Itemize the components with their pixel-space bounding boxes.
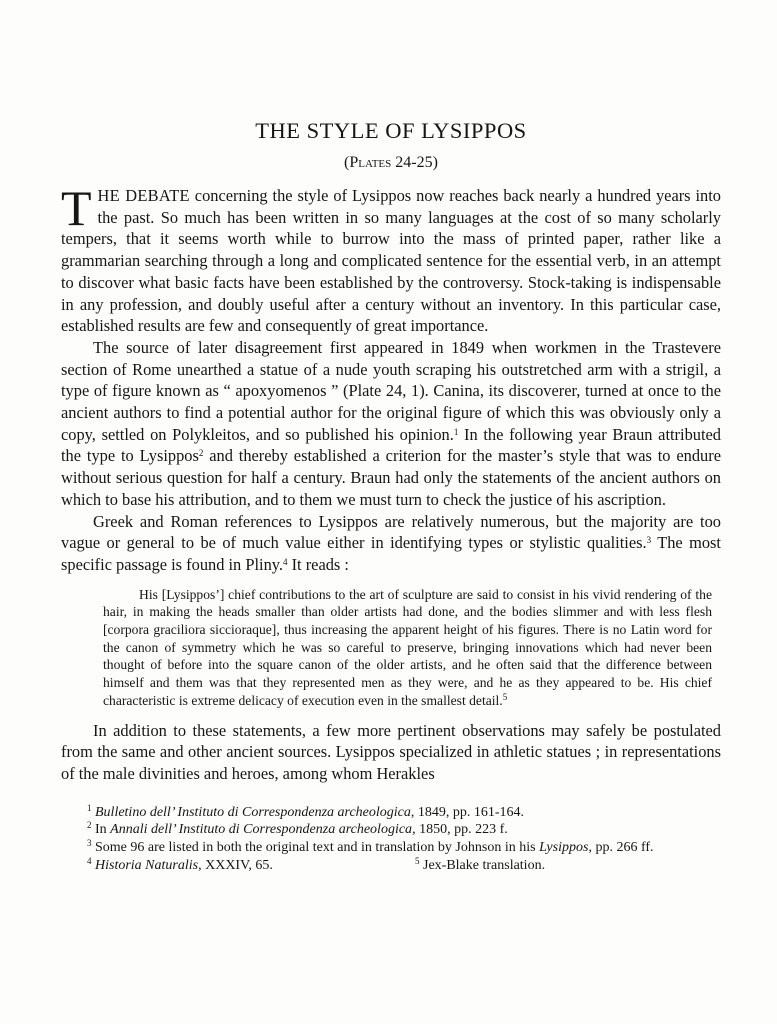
paragraph-2 xyxy=(61,337,721,511)
footnote-2-number: 2 xyxy=(87,820,92,831)
footnote-5-number: 5 xyxy=(415,855,420,866)
paragraph-4: In addition to these statements, a few more pertinent observations may safely be postulated from the same and other ancient sources. Lysippos specialized in athletic statues ; in representations of the male divinities and heroes, among whom Herakles xyxy=(61,720,721,783)
footnote-1-text: , 1849, pp. 161-164. xyxy=(410,804,525,820)
footnote-1-title: Bulletino dell’ Instituto di Correspondenza archeologica xyxy=(95,804,411,820)
footnote-4-number: 4 xyxy=(87,855,92,866)
footnote-3-text: Some 96 are listed in both the original text and in translation by Johnson in his xyxy=(91,840,540,856)
footnote-4-title: Historia Naturalis xyxy=(95,857,199,873)
footnote-2-pre: In xyxy=(91,822,111,838)
quote-text: His [Lysippos’] chief contributions to the art of sculpture are said to consist in his vivid rendering of the hair, in making the heads smaller than older artists had done, and the bodies slimmer and with less flesh [corpora graciliora siccioraque], thus increasing the apparent height of his figures. There is no Latin word for the canon of symmetry which he was so careful to preserve, bringing innovations which had never been thought of before into the square canon of the older artists, and he often said that the difference between himself and them was that they represented men as they were, and he as they appeared to be. His chief characteristic is extreme delicacy of execution even in the smallest detail. xyxy=(103,586,712,708)
footnote-3-title: Lysippos xyxy=(539,840,589,856)
footnote-3-number: 3 xyxy=(87,838,92,849)
paragraph-1-text: concerning the style of Lysippos now reaches back nearly a hundred years into the past. So much has been written in so many languages at the cost of so many scholarly tempers, that it seems worth while to burrow into the mass of printed paper, rather like a grammarian searching through a long and complicated sentence for the essential verb, in an attempt to discover what basic facts have been established by the controversy. Stock-taking is indispensable in any profession, and doubly useful after a century without an inventory. In this particular case, established results are few and consequently of great importance. xyxy=(61,186,721,336)
footnote-1-number: 1 xyxy=(87,802,92,813)
footnote-4-text: , XXXIV, 65. xyxy=(198,857,273,873)
footnote-ref-2: 2 xyxy=(198,448,204,459)
footnote-2 xyxy=(61,821,721,839)
footnote-3-rest: , pp. 266 ff. xyxy=(588,840,654,856)
footnote-3 xyxy=(61,839,721,857)
paragraph-3-text-a: Greek and Roman references to Lysippos are relatively numerous, but the majority are too vague or general to be of much value either in identifying types or stylistic qualities. xyxy=(61,511,721,553)
footnote-ref-3: 3 xyxy=(646,535,652,546)
paragraph-1 xyxy=(61,180,721,337)
footnote-ref-1: 1 xyxy=(453,426,459,437)
footnote-1 xyxy=(61,804,721,822)
plates-label: (Plates 24-25) xyxy=(344,154,438,171)
footnote-ref-4: 4 xyxy=(283,556,288,567)
drop-cap: T xyxy=(61,180,92,236)
body-text xyxy=(61,180,721,785)
footnote-ref-5: 5 xyxy=(502,691,508,702)
paragraph-3-text-c: It reads : xyxy=(287,554,349,574)
footnote-5 xyxy=(415,857,545,875)
paragraph-2-text-b: In the following year Braun attributed the type to Lysippos xyxy=(61,424,721,466)
paragraph-2-text-a: The source of later disagreement first appeared in 1849 when workmen in the Trastevere section of Rome unearthed a statue of a nude youth scraping his outstretched arm with a strigil, a type of figure known as “ apoxyomenos ” (Plate 24, 1). Canina, its discoverer, turned at once to the ancient authors to find a potential author for the original figure of which this was obviously only a copy, settled on Polykleitos, and so published his opinion. xyxy=(61,337,721,444)
lead-caps: HE DEBATE xyxy=(97,186,190,205)
footnotes xyxy=(61,804,721,875)
paragraph-2-text-c: and thereby established a criterion for the master’s style that was to endure without serious question for half a century. Braun had only the statements of the ancient authors on which to base his attribution, and to them we must turn to check the justice of his ascription. xyxy=(61,446,721,509)
footnote-5-text: Jex-Blake translation. xyxy=(419,857,546,873)
plates-reference xyxy=(61,154,721,172)
footnote-4 xyxy=(87,857,415,875)
footnote-row-4-5 xyxy=(61,857,721,875)
footnote-2-title: Annali dell’ Instituto di Correspondenza archeologica xyxy=(110,822,413,838)
paragraph-3 xyxy=(61,511,721,576)
article-title: THE STYLE OF LYSIPPOS xyxy=(255,118,527,143)
footnote-2-text: , 1850, pp. 223 f. xyxy=(412,822,508,838)
block-quote xyxy=(103,586,712,710)
paragraph-3-text-b: The most specific passage is found in Pliny. xyxy=(61,533,721,574)
